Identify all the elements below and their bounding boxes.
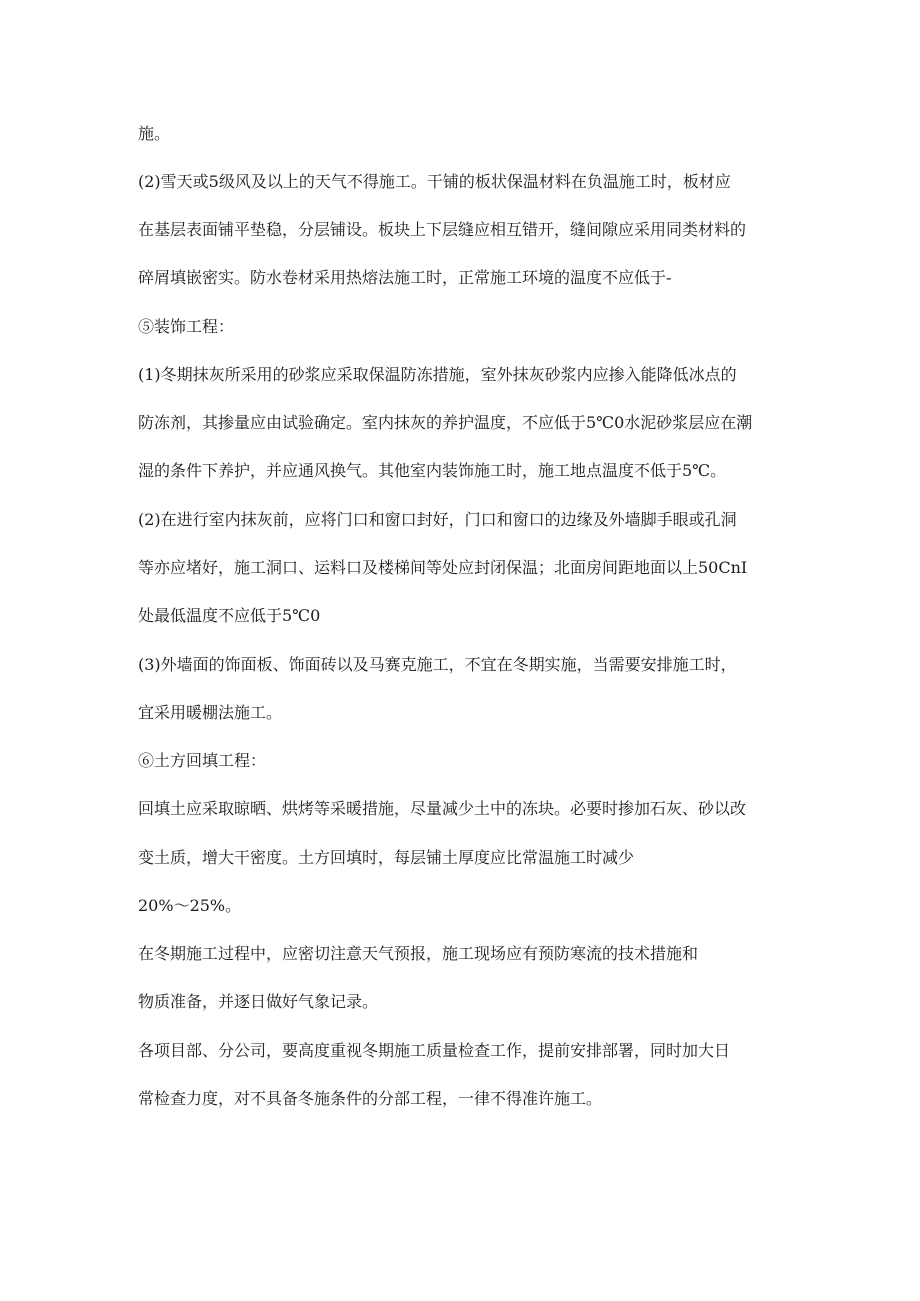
text-line: 回填土应采取晾晒、烘烤等采暖措施，尽量减少土中的冻块。必要时掺加石灰、砂以改 — [138, 799, 747, 818]
text-line: (2)在进行室内抹灰前，应将门口和窗口封好，门口和窗口的边缘及外墙脚手眼或孔洞 — [138, 510, 737, 529]
text-line: (2)雪天或5级风及以上的天气不得施工。干铺的板状保温材料在负温施工时，板材应 — [138, 172, 731, 191]
text-line: (1)冬期抹灰所采用的砂浆应采取保温防冻措施，室外抹灰砂浆内应掺入能降低冰点的 — [138, 365, 737, 384]
text-line: 碎屑填嵌密实。防水卷材采用热熔法施工时，正常施工环境的温度不应低于- — [138, 268, 672, 287]
text-line: 变土质，增大干密度。土方回填时，每层铺土厚度应比常温施工时减少 — [138, 848, 635, 867]
text-line: 在基层表面铺平垫稳，分层铺设。板块上下层缝应相互错开，缝间隙应采用同类材料的 — [138, 220, 747, 239]
text-line: (3)外墙面的饰面板、饰面砖以及马赛克施工，不宜在冬期实施，当需要安排施工时， — [138, 655, 737, 674]
text-line: 处最低温度不应低于5℃0 — [138, 606, 321, 625]
section-heading: ⑥土方回填工程： — [138, 751, 267, 770]
text-line: 常检查力度，对不具备冬施条件的分部工程，一律不得准许施工。 — [138, 1089, 603, 1108]
text-line: 物质准备，并逐日做好气象记录。 — [138, 992, 379, 1011]
section-heading: ⑤装饰工程： — [138, 317, 235, 336]
text-line: 各项目部、分公司，要高度重视冬期施工质量检查工作，提前安排部署，同时加大日 — [138, 1041, 731, 1060]
text-line: 施。 — [138, 124, 171, 143]
text-line: 在冬期施工过程中，应密切注意天气预报，施工现场应有预防寒流的技术措施和 — [138, 944, 699, 963]
text-line: 防冻剂，其掺量应由试验确定。室内抹灰的养护温度，不应低于5℃0水泥砂浆层应在潮 — [138, 413, 753, 432]
text-line: 湿的条件下养护，并应通风换气。其他室内装饰施工时，施工地点温度不低于5℃。 — [138, 461, 727, 480]
text-line: 宜采用暖棚法施工。 — [138, 703, 283, 722]
text-line: 20%～25%。 — [138, 896, 242, 915]
text-line: 等亦应堵好，施工洞口、运料口及楼梯间等处应封闭保温；北面房间距地面以上50CnI — [138, 558, 748, 577]
